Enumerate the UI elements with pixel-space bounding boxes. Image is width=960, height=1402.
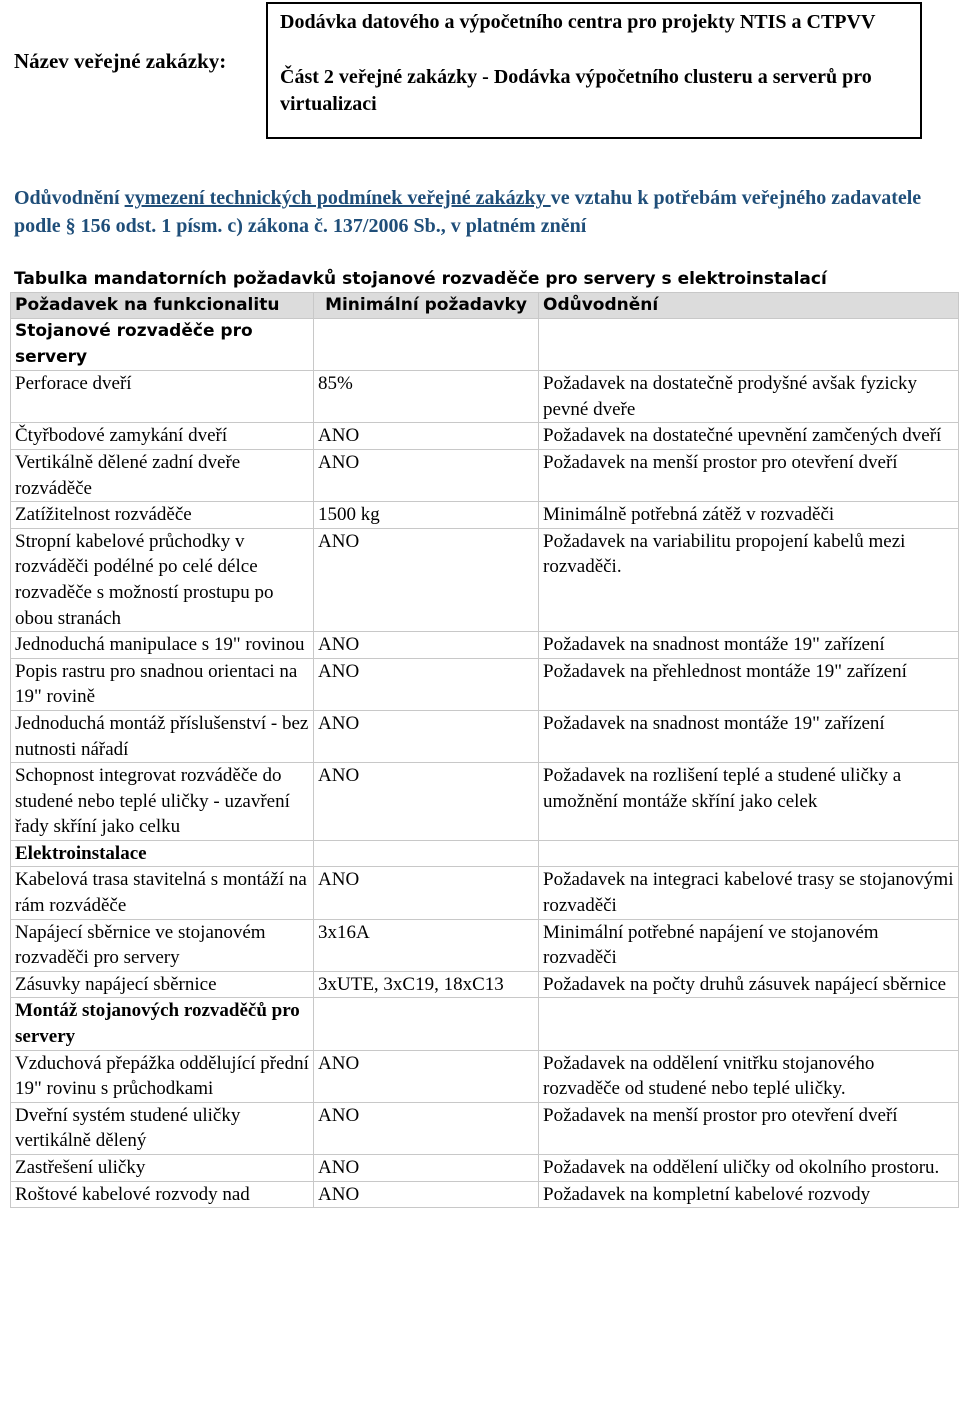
cell-functionality: Elektroinstalace	[11, 840, 314, 867]
cell-functionality: Stojanové rozvaděče pro servery	[11, 319, 314, 371]
cell-justification: Požadavek na integraci kabelové trasy se stojanovými rozvaděči	[539, 867, 959, 919]
cell-minimum: ANO	[314, 710, 539, 762]
cell-minimum: 1500 kg	[314, 502, 539, 529]
cell-justification: Požadavek na variabilitu propojení kabelů mezi rozvaděči.	[539, 528, 959, 631]
cell-functionality: Dveřní systém studené uličky vertikálně dělený	[11, 1102, 314, 1154]
cell-justification: Požadavek na kompletní kabelové rozvody	[539, 1181, 959, 1208]
cell-functionality: Stropní kabelové průchodky v rozváděči podélné po celé délce rozvaděče s možností prostupu po obou stranách	[11, 528, 314, 631]
requirements-table	[10, 292, 959, 1208]
cell-justification	[539, 998, 959, 1050]
cell-justification: Požadavek na rozlišení teplé a studené uličky a umožnění montáže skříní jako celek	[539, 763, 959, 841]
header-minimum: Minimální požadavky	[314, 293, 539, 319]
table-row	[11, 763, 959, 841]
cell-functionality: Jednoduchá montáž příslušenství - bez nutnosti nářadí	[11, 710, 314, 762]
cell-minimum: ANO	[314, 632, 539, 659]
table-row	[11, 1050, 959, 1102]
cell-justification: Požadavek na počty druhů zásuvek napájecí sběrnice	[539, 971, 959, 998]
cell-minimum: ANO	[314, 658, 539, 710]
cell-justification: Požadavek na menší prostor pro otevření dveří	[539, 449, 959, 501]
cell-minimum: ANO	[314, 528, 539, 631]
cell-justification: Požadavek na snadnost montáže 19" zařízení	[539, 632, 959, 659]
cell-minimum: ANO	[314, 1102, 539, 1154]
table-header-row	[11, 293, 959, 319]
cell-justification: Požadavek na přehlednost montáže 19" zařízení	[539, 658, 959, 710]
justification-part3: ve vztahu k potřebám veřejného zadavatele podle § 156 odst. 1 písm. c) zákona č. 137/2006 Sb., v platném znění	[14, 187, 922, 237]
section-row	[11, 998, 959, 1050]
cell-functionality: Perforace dveří	[11, 371, 314, 423]
cell-justification	[539, 840, 959, 867]
cell-functionality: Napájecí sběrnice ve stojanovém rozvaděči pro servery	[11, 919, 314, 971]
cell-justification: Požadavek na dostatečně prodyšné avšak fyzicky pevné dveře	[539, 371, 959, 423]
cell-justification: Požadavek na oddělení uličky od okolního prostoru.	[539, 1155, 959, 1182]
cell-justification: Minimální potřebné napájení ve stojanovém rozvaděči	[539, 919, 959, 971]
cell-functionality: Zatížitelnost rozváděče	[11, 502, 314, 529]
cell-minimum: ANO	[314, 423, 539, 450]
cell-justification: Požadavek na snadnost montáže 19" zařízení	[539, 710, 959, 762]
contract-title-box	[266, 2, 922, 139]
cell-justification: Požadavek na dostatečné upevnění zamčených dveří	[539, 423, 959, 450]
cell-functionality: Roštové kabelové rozvody nad	[11, 1181, 314, 1208]
contract-title-line2: Část 2 veřejné zakázky - Dodávka výpočetního clusteru a serverů pro virtualizaci	[280, 66, 872, 115]
table-row	[11, 971, 959, 998]
cell-minimum: 3xUTE, 3xC19, 18xC13	[314, 971, 539, 998]
table-row	[11, 449, 959, 501]
cell-justification: Požadavek na menší prostor pro otevření dveří	[539, 1102, 959, 1154]
table-row	[11, 423, 959, 450]
cell-functionality: Montáž stojanových rozvaděčů pro servery	[11, 998, 314, 1050]
header-justification: Odůvodnění	[539, 293, 959, 319]
contract-name-label: Název veřejné zakázky:	[14, 49, 227, 73]
contract-title-line1: Dodávka datového a výpočetního centra pro projekty NTIS a CTPVV	[280, 11, 876, 33]
cell-minimum	[314, 319, 539, 371]
table-row	[11, 867, 959, 919]
section-row	[11, 319, 959, 371]
table-row	[11, 1102, 959, 1154]
table-row	[11, 919, 959, 971]
cell-justification: Požadavek na oddělení vnitřku stojanového rozvaděče od studené nebo teplé uličky.	[539, 1050, 959, 1102]
justification-heading	[14, 184, 954, 240]
cell-justification	[539, 319, 959, 371]
justification-part2: vymezení technických podmínek veřejné zakázky	[124, 187, 551, 209]
table-row	[11, 371, 959, 423]
section-row	[11, 840, 959, 867]
cell-minimum	[314, 840, 539, 867]
table-row	[11, 710, 959, 762]
cell-minimum: ANO	[314, 1155, 539, 1182]
cell-functionality: Čtyřbodové zamykání dveří	[11, 423, 314, 450]
cell-functionality: Vertikálně dělené zadní dveře rozváděče	[11, 449, 314, 501]
table-title: Tabulka mandatorních požadavků stojanové rozvaděče pro servery s elektroinstalací	[14, 269, 827, 289]
justification-part1: Odůvodnění	[14, 187, 125, 209]
table-row	[11, 1181, 959, 1208]
table-row	[11, 528, 959, 631]
table-row	[11, 502, 959, 529]
cell-minimum: 85%	[314, 371, 539, 423]
header-functionality: Požadavek na funkcionalitu	[11, 293, 314, 319]
cell-functionality: Popis rastru pro snadnou orientaci na 19" rovině	[11, 658, 314, 710]
cell-functionality: Zastřešení uličky	[11, 1155, 314, 1182]
cell-minimum: ANO	[314, 1050, 539, 1102]
cell-minimum: ANO	[314, 449, 539, 501]
cell-functionality: Jednoduchá manipulace s 19" rovinou	[11, 632, 314, 659]
cell-minimum: ANO	[314, 867, 539, 919]
cell-functionality: Zásuvky napájecí sběrnice	[11, 971, 314, 998]
cell-minimum: ANO	[314, 1181, 539, 1208]
cell-justification: Minimálně potřebná zátěž v rozvaděči	[539, 502, 959, 529]
table-row	[11, 1155, 959, 1182]
table-row	[11, 658, 959, 710]
cell-minimum: ANO	[314, 763, 539, 841]
table-row	[11, 632, 959, 659]
cell-functionality: Schopnost integrovat rozváděče do studené nebo teplé uličky - uzavření řady skříní jako celku	[11, 763, 314, 841]
cell-minimum: 3x16A	[314, 919, 539, 971]
cell-minimum	[314, 998, 539, 1050]
cell-functionality: Vzduchová přepážka oddělující přední 19" rovinu s průchodkami	[11, 1050, 314, 1102]
cell-functionality: Kabelová trasa stavitelná s montáží na rám rozváděče	[11, 867, 314, 919]
